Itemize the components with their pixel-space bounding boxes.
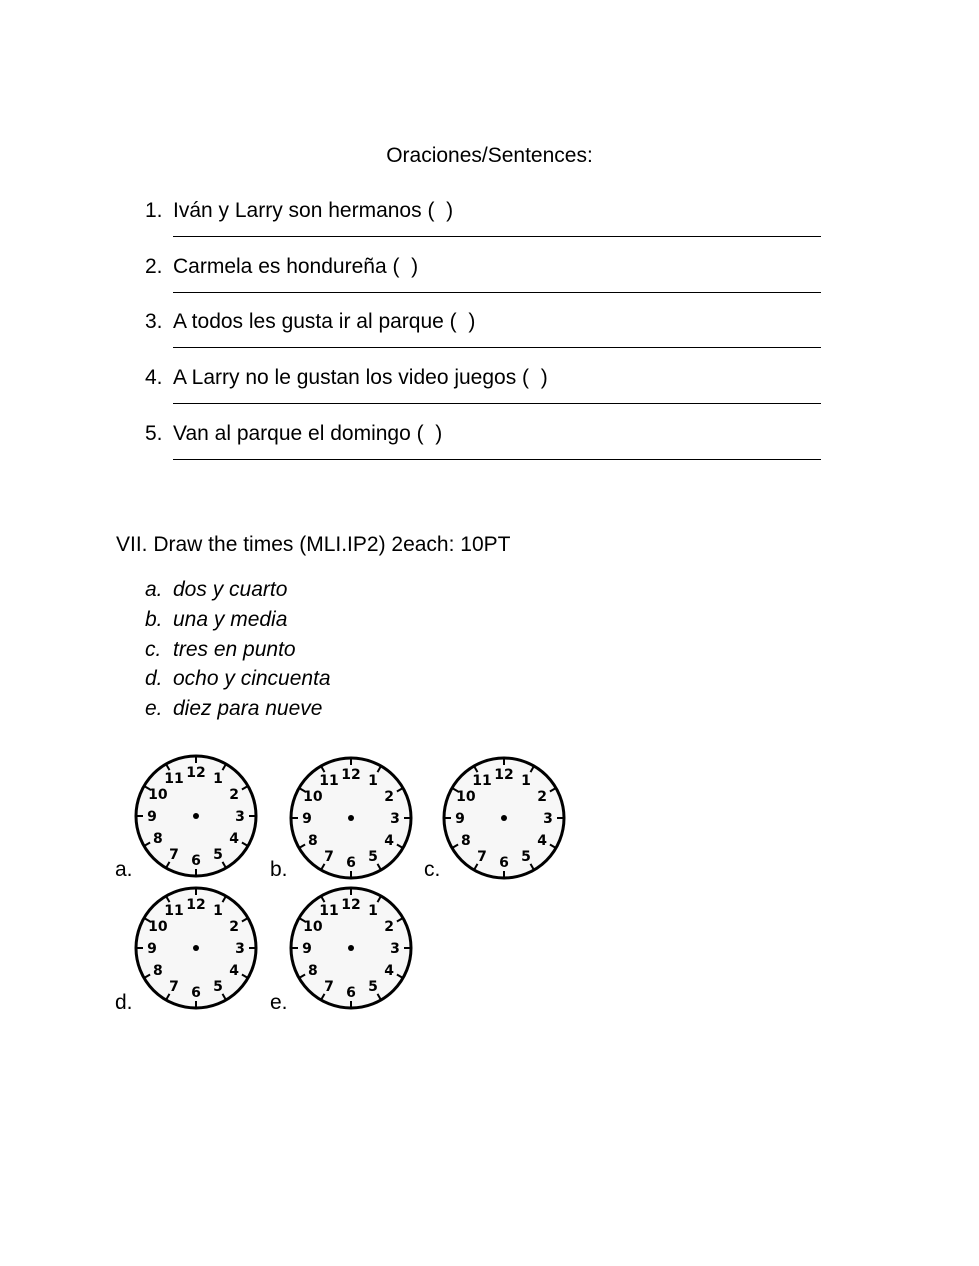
clock-center-dot (193, 813, 199, 819)
time-text: tres en punto (173, 638, 296, 661)
sentence-item-4 (145, 366, 825, 422)
clock-numeral: 3 (390, 811, 400, 827)
clock-numeral: 7 (169, 847, 179, 864)
time-letter: c. (145, 638, 162, 661)
sentence-item-2 (145, 255, 825, 311)
clock-center-dot (193, 945, 199, 951)
clock-numeral: 12 (186, 897, 206, 913)
answer-line[interactable] (173, 459, 821, 460)
sentence-text: Carmela es hondureña ( ) (173, 255, 419, 278)
sentence-number: 4. (145, 366, 163, 389)
clock-numeral: 4 (384, 963, 394, 979)
clock-numeral: 1 (213, 770, 223, 787)
clock-numeral: 7 (324, 849, 334, 866)
clock-svg (287, 754, 415, 882)
clock-numeral: 9 (147, 941, 157, 957)
clock-numeral: 10 (303, 919, 323, 935)
answer-line[interactable] (173, 292, 821, 293)
clock-svg (440, 754, 568, 882)
sentence-number: 5. (145, 422, 163, 445)
answer-line[interactable] (173, 347, 821, 348)
clock-numeral: 7 (169, 979, 179, 996)
clock-numeral: 6 (499, 855, 509, 871)
clock-numeral: 5 (368, 849, 378, 866)
clock-numeral: 8 (461, 833, 471, 849)
clock-numeral: 2 (537, 789, 547, 805)
clock-numeral: 6 (346, 855, 356, 871)
clock-label-c: c. (424, 858, 441, 881)
clock-numeral: 3 (235, 941, 245, 957)
clock-numeral: 5 (213, 847, 223, 864)
clock-numeral: 12 (186, 765, 206, 781)
time-letter: b. (145, 608, 163, 631)
time-text: diez para nueve (173, 697, 323, 720)
clock-numeral: 2 (229, 919, 239, 935)
clock-numeral: 5 (368, 979, 378, 996)
clock-numeral: 1 (213, 902, 223, 919)
clock-numeral: 3 (390, 941, 400, 957)
time-letter: d. (145, 667, 163, 690)
clock-numeral: 7 (477, 849, 487, 866)
clock-face-a[interactable] (132, 752, 260, 880)
clock-numeral: 11 (319, 772, 339, 789)
time-text: ocho y cincuenta (173, 667, 331, 690)
sentence-number: 1. (145, 199, 163, 222)
answer-line[interactable] (173, 236, 821, 237)
clock-numeral: 11 (472, 772, 492, 789)
sentence-text: A Larry no le gustan los video juegos ( ) (173, 366, 548, 389)
clock-numeral: 8 (308, 963, 318, 979)
clock-label-a: a. (115, 858, 133, 881)
clock-numeral: 2 (384, 919, 394, 935)
answer-line[interactable] (173, 403, 821, 404)
clock-numeral: 4 (384, 833, 394, 849)
clock-numeral: 12 (341, 767, 361, 783)
section-title: VII. Draw the times (MLI.IP2) 2each: 10PT (116, 533, 511, 556)
clock-numeral: 7 (324, 979, 334, 996)
clock-svg (132, 752, 260, 880)
clock-numeral: 3 (235, 809, 245, 825)
time-text: dos y cuarto (173, 578, 288, 601)
clock-face-d[interactable] (132, 884, 260, 1012)
clock-numeral: 5 (521, 849, 531, 866)
clock-numeral: 2 (384, 789, 394, 805)
clock-numeral: 10 (303, 789, 323, 805)
clock-numeral: 10 (148, 919, 168, 935)
clock-center-dot (348, 945, 354, 951)
time-text: una y media (173, 608, 288, 631)
clock-numeral: 9 (147, 809, 157, 825)
sentence-text: Iván y Larry son hermanos ( ) (173, 199, 454, 222)
clock-numeral: 8 (153, 831, 163, 847)
clock-numeral: 6 (191, 985, 201, 1001)
clock-numeral: 1 (368, 902, 378, 919)
clock-label-e: e. (270, 991, 288, 1014)
clock-center-dot (501, 815, 507, 821)
clock-numeral: 6 (191, 853, 201, 869)
sentence-number: 3. (145, 310, 163, 333)
clock-svg (132, 884, 260, 1012)
time-letter: a. (145, 578, 163, 601)
sentence-item-5 (145, 422, 825, 478)
clock-numeral: 9 (302, 941, 312, 957)
clock-numeral: 10 (148, 787, 168, 803)
clock-face-e[interactable] (287, 884, 415, 1012)
clock-numeral: 2 (229, 787, 239, 803)
clock-label-d: d. (115, 991, 133, 1014)
clock-numeral: 9 (455, 811, 465, 827)
clock-numeral: 12 (341, 897, 361, 913)
sentence-item-3 (145, 310, 825, 366)
clock-numeral: 6 (346, 985, 356, 1001)
sentence-text: A todos les gusta ir al parque ( ) (173, 310, 476, 333)
clock-face-b[interactable] (287, 754, 415, 882)
page-title: Oraciones/Sentences: (386, 144, 593, 167)
sentence-item-1 (145, 199, 825, 255)
clock-numeral: 9 (302, 811, 312, 827)
sentence-number: 2. (145, 255, 163, 278)
clock-numeral: 11 (164, 902, 184, 919)
clock-numeral: 8 (153, 963, 163, 979)
clock-numeral: 11 (164, 770, 184, 787)
clock-numeral: 1 (521, 772, 531, 789)
clock-numeral: 12 (494, 767, 514, 783)
clock-face-c[interactable] (440, 754, 568, 882)
clock-center-dot (348, 815, 354, 821)
clock-numeral: 8 (308, 833, 318, 849)
clock-numeral: 1 (368, 772, 378, 789)
clock-numeral: 4 (537, 833, 547, 849)
clock-numeral: 4 (229, 963, 239, 979)
clock-numeral: 4 (229, 831, 239, 847)
sentence-text: Van al parque el domingo ( ) (173, 422, 443, 445)
clock-numeral: 3 (543, 811, 553, 827)
clock-numeral: 10 (456, 789, 476, 805)
clock-numeral: 5 (213, 979, 223, 996)
clock-numeral: 11 (319, 902, 339, 919)
clock-label-b: b. (270, 858, 288, 881)
time-letter: e. (145, 697, 163, 720)
clock-svg (287, 884, 415, 1012)
